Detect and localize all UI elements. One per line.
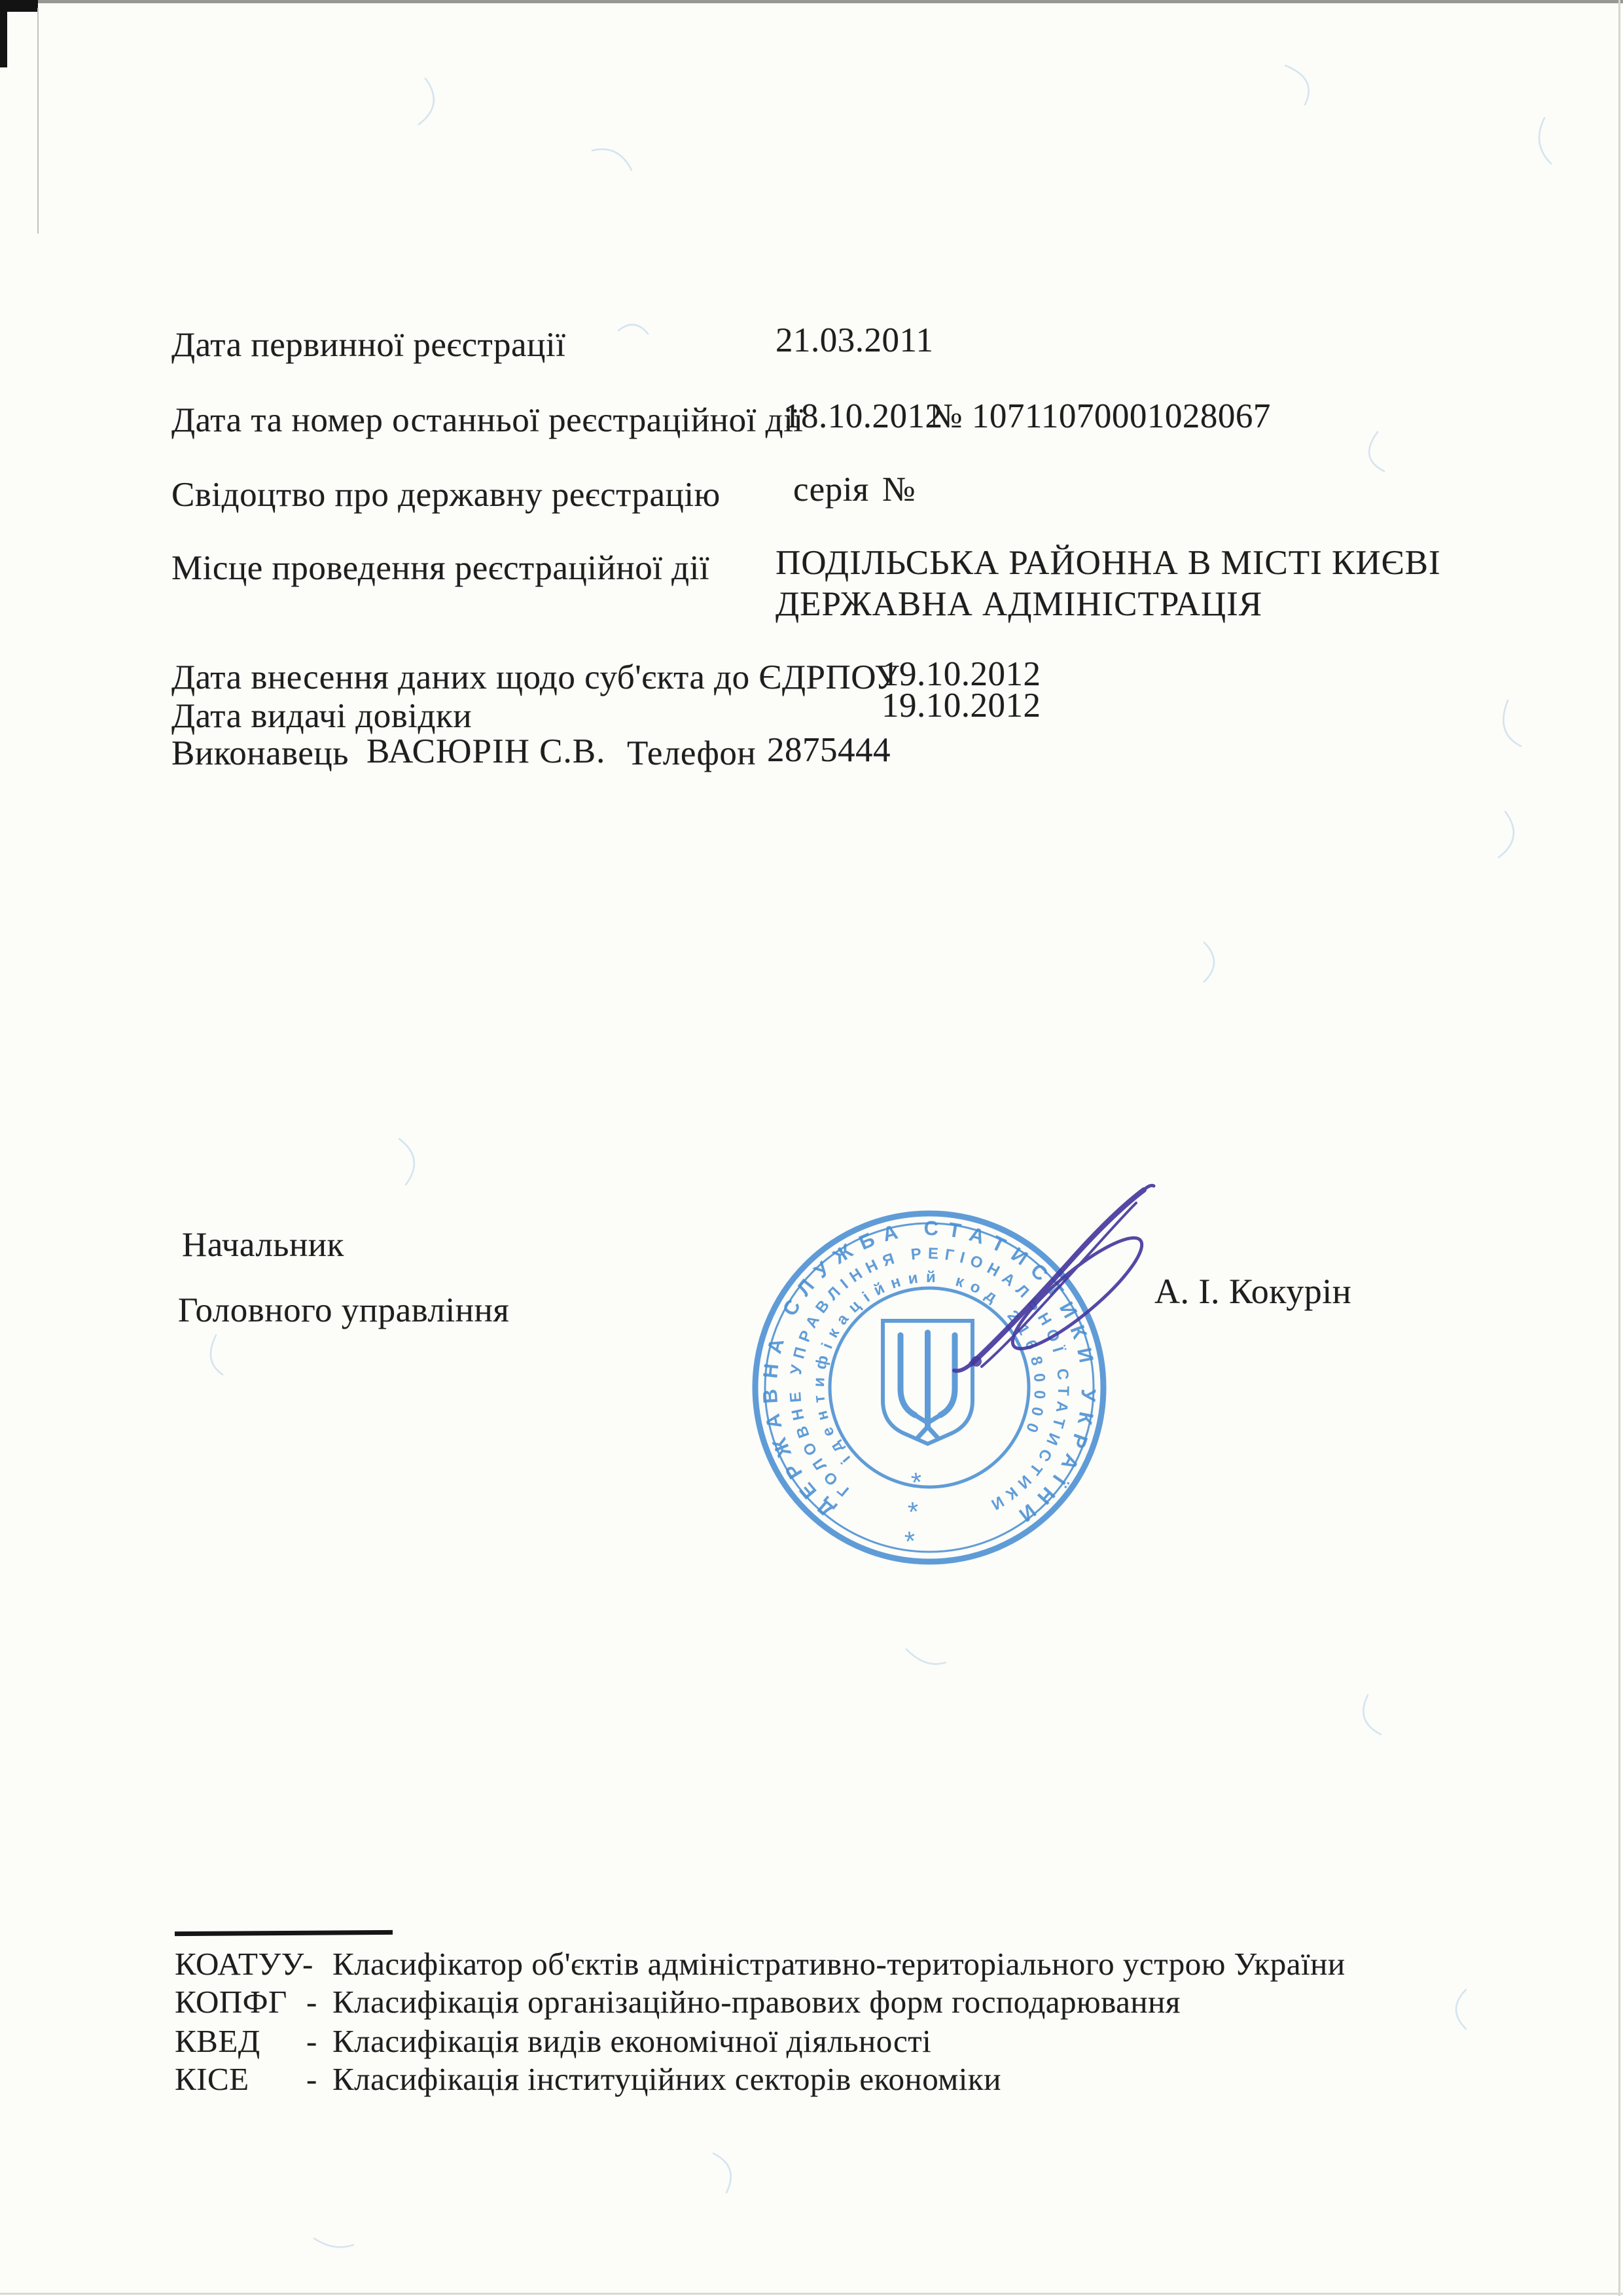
footnote-dash: -: [306, 2023, 317, 2059]
svg-text:*: *: [906, 1496, 921, 1528]
trident-emblem-icon: [883, 1321, 972, 1444]
signoff-title-line2: Головного управління: [178, 1291, 510, 1329]
svg-text:*: *: [902, 1525, 918, 1557]
footnote-text: Класифікація інституційних секторів економіки: [332, 2061, 1001, 2097]
field-label: Дата та номер останньої реєстраційної дії: [171, 401, 804, 439]
footnote-dash: -: [306, 1984, 317, 2020]
scan-right-edge: [1618, 0, 1620, 2296]
executor-phone-label: Телефон: [627, 734, 757, 772]
executor-name: ВАСЮРІН С.В.: [366, 732, 606, 770]
scan-top-edge: [0, 0, 1623, 3]
signoff-name: А. І. Кокурін: [1154, 1272, 1352, 1311]
footnote-abbr: КІСЕ: [175, 2061, 249, 2097]
scan-corner-artifact-vertical: [0, 0, 7, 67]
field-value: серія: [793, 471, 869, 509]
signature-top-hook: [1144, 1185, 1154, 1190]
footnote-text: Класифікація видів економічної діяльності: [332, 2023, 932, 2059]
footnote-text: Класифікатор об'єктів адміністративно-територіального устрою України: [332, 1946, 1346, 1982]
scan-bottom-edge: [0, 2293, 1623, 2295]
executor-phone: 2875444: [767, 731, 891, 769]
field-value: 19.10.2012: [882, 687, 1041, 725]
stamp-asterisks: [903, 1466, 925, 1557]
field-value-number-sign: №: [882, 471, 916, 509]
stamp-ring-inner-text: ідентифікаційний код 21680000: [810, 1268, 1049, 1467]
field-value: 19.10.2012: [882, 655, 1041, 693]
field-label: Дата видачі довідки: [171, 697, 473, 735]
field-label: Місце проведення реєстраційної дії: [171, 549, 710, 587]
field-label: Дата первинної реєстрації: [171, 326, 566, 364]
footnote-abbr: КВЕД: [175, 2023, 260, 2059]
field-label: Дата внесення даних щодо суб'єкта до ЄДРПОУ: [171, 658, 900, 696]
field-value-number: № 10711070001028067: [929, 397, 1271, 435]
stamp-ring-outer-text: ДЕРЖАВНА СЛУЖБА СТАТИСТИКИ УКРАЇНИ: [758, 1216, 1101, 1527]
footnote-text: Класифікація організаційно-правових форм господарювання: [332, 1984, 1181, 2020]
footnote-abbr: КОАТУУ: [175, 1946, 304, 1982]
field-value: 21.03.2011: [776, 321, 934, 359]
field-label: Свідоцтво про державну реєстрацію: [171, 476, 721, 514]
stamp-ring-middle-text: ГОЛОВНЕ УПРАВЛІННЯ РЕГІОНАЛЬНОЇ СТАТИСТИКИ: [786, 1244, 1073, 1513]
scan-left-crease: [37, 8, 39, 234]
footnote-dash: -: [302, 1946, 313, 1982]
field-value: ПОДІЛЬСЬКА РАЙОННА В МІСТІ КИЄВІ: [776, 544, 1441, 582]
field-value: ДЕРЖАВНА АДМІНІСТРАЦІЯ: [776, 585, 1263, 623]
footnote-abbr: КОПФГ: [175, 1984, 287, 2020]
signoff-title-line1: Начальник: [182, 1226, 344, 1264]
svg-text:*: *: [909, 1466, 925, 1498]
official-stamp: [746, 1204, 1113, 1571]
footnote-dash: -: [306, 2061, 317, 2097]
footnote-divider: [175, 1930, 393, 1936]
executor-label: Виконавець: [171, 734, 349, 772]
field-value: 18.10.2012: [783, 397, 943, 435]
